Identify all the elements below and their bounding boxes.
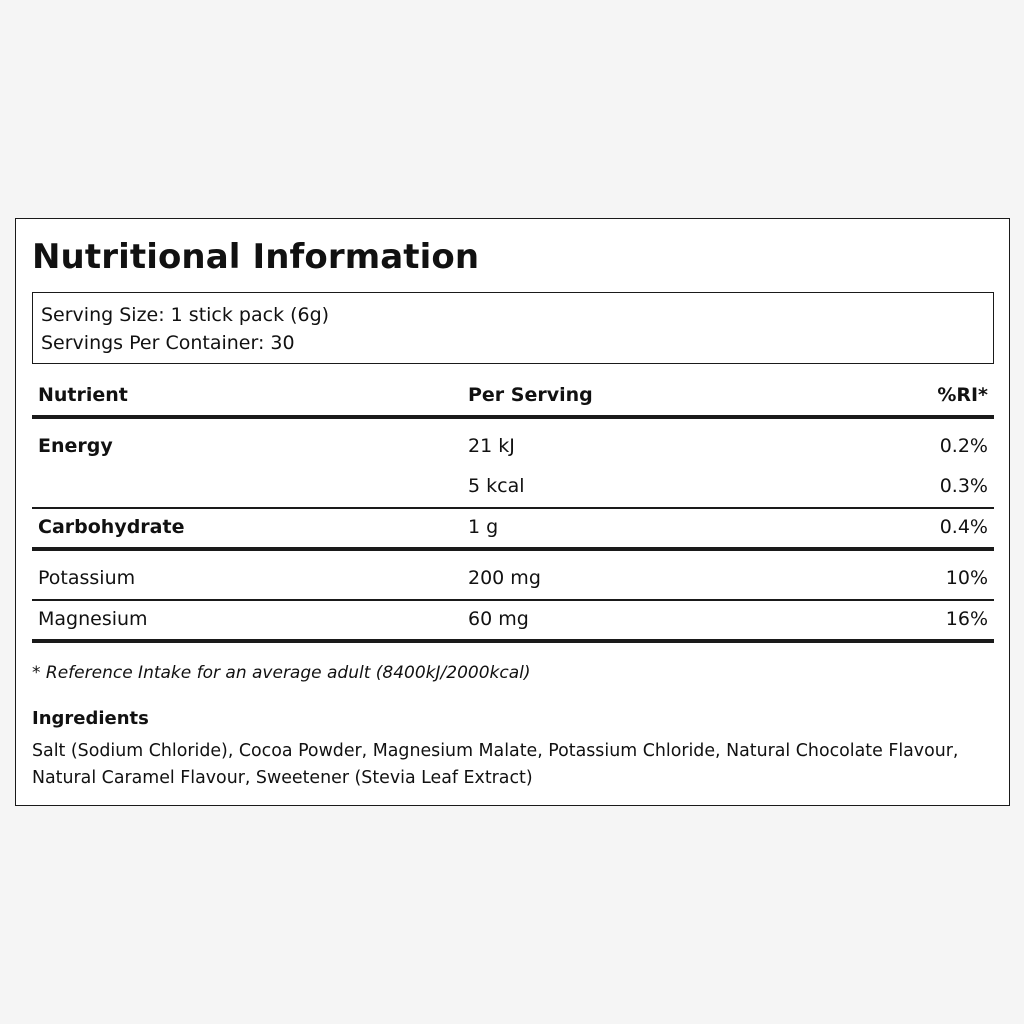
serving-info-box bbox=[32, 292, 994, 364]
ri-value: 0.4% bbox=[939, 516, 988, 538]
header-nutrient: Nutrient bbox=[38, 384, 128, 406]
reference-intake-footnote: * Reference Intake for an average adult (8400kJ/2000kcal) bbox=[32, 663, 531, 683]
divider-thin bbox=[32, 599, 994, 601]
nutrition-panel bbox=[15, 218, 1010, 806]
nutrient-name: Magnesium bbox=[38, 608, 148, 630]
ri-value: 0.3% bbox=[939, 475, 988, 497]
servings-per-container-text: Servings Per Container: 30 bbox=[41, 332, 295, 354]
ingredients-text: Salt (Sodium Chloride), Cocoa Powder, Magnesium Malate, Potassium Chloride, Natural Chocolate Flavour, Natural Caramel Flavour, Sweetener (Stevia Leaf Extract) bbox=[32, 741, 959, 788]
per-serving-value: 60 mg bbox=[468, 608, 529, 630]
per-serving-value: 5 kcal bbox=[468, 475, 525, 497]
per-serving-value: 200 mg bbox=[468, 567, 541, 589]
ri-value: 16% bbox=[945, 608, 988, 630]
page-title: Nutritional Information bbox=[32, 237, 480, 277]
per-serving-value: 21 kJ bbox=[468, 435, 515, 457]
ri-value: 10% bbox=[945, 567, 988, 589]
nutrient-name: Energy bbox=[38, 435, 113, 457]
header-ri: %RI* bbox=[937, 384, 988, 406]
per-serving-value: 1 g bbox=[468, 516, 499, 538]
nutrient-name: Carbohydrate bbox=[38, 516, 185, 538]
ri-value: 0.2% bbox=[939, 435, 988, 457]
ingredients-title: Ingredients bbox=[32, 708, 149, 729]
divider-thin bbox=[32, 507, 994, 509]
divider-thick bbox=[32, 639, 994, 643]
divider-thick bbox=[32, 415, 994, 419]
serving-size-text: Serving Size: 1 stick pack (6g) bbox=[41, 304, 330, 326]
header-per-serving: Per Serving bbox=[468, 384, 593, 406]
divider-thick bbox=[32, 547, 994, 551]
nutrient-name: Potassium bbox=[38, 567, 136, 589]
